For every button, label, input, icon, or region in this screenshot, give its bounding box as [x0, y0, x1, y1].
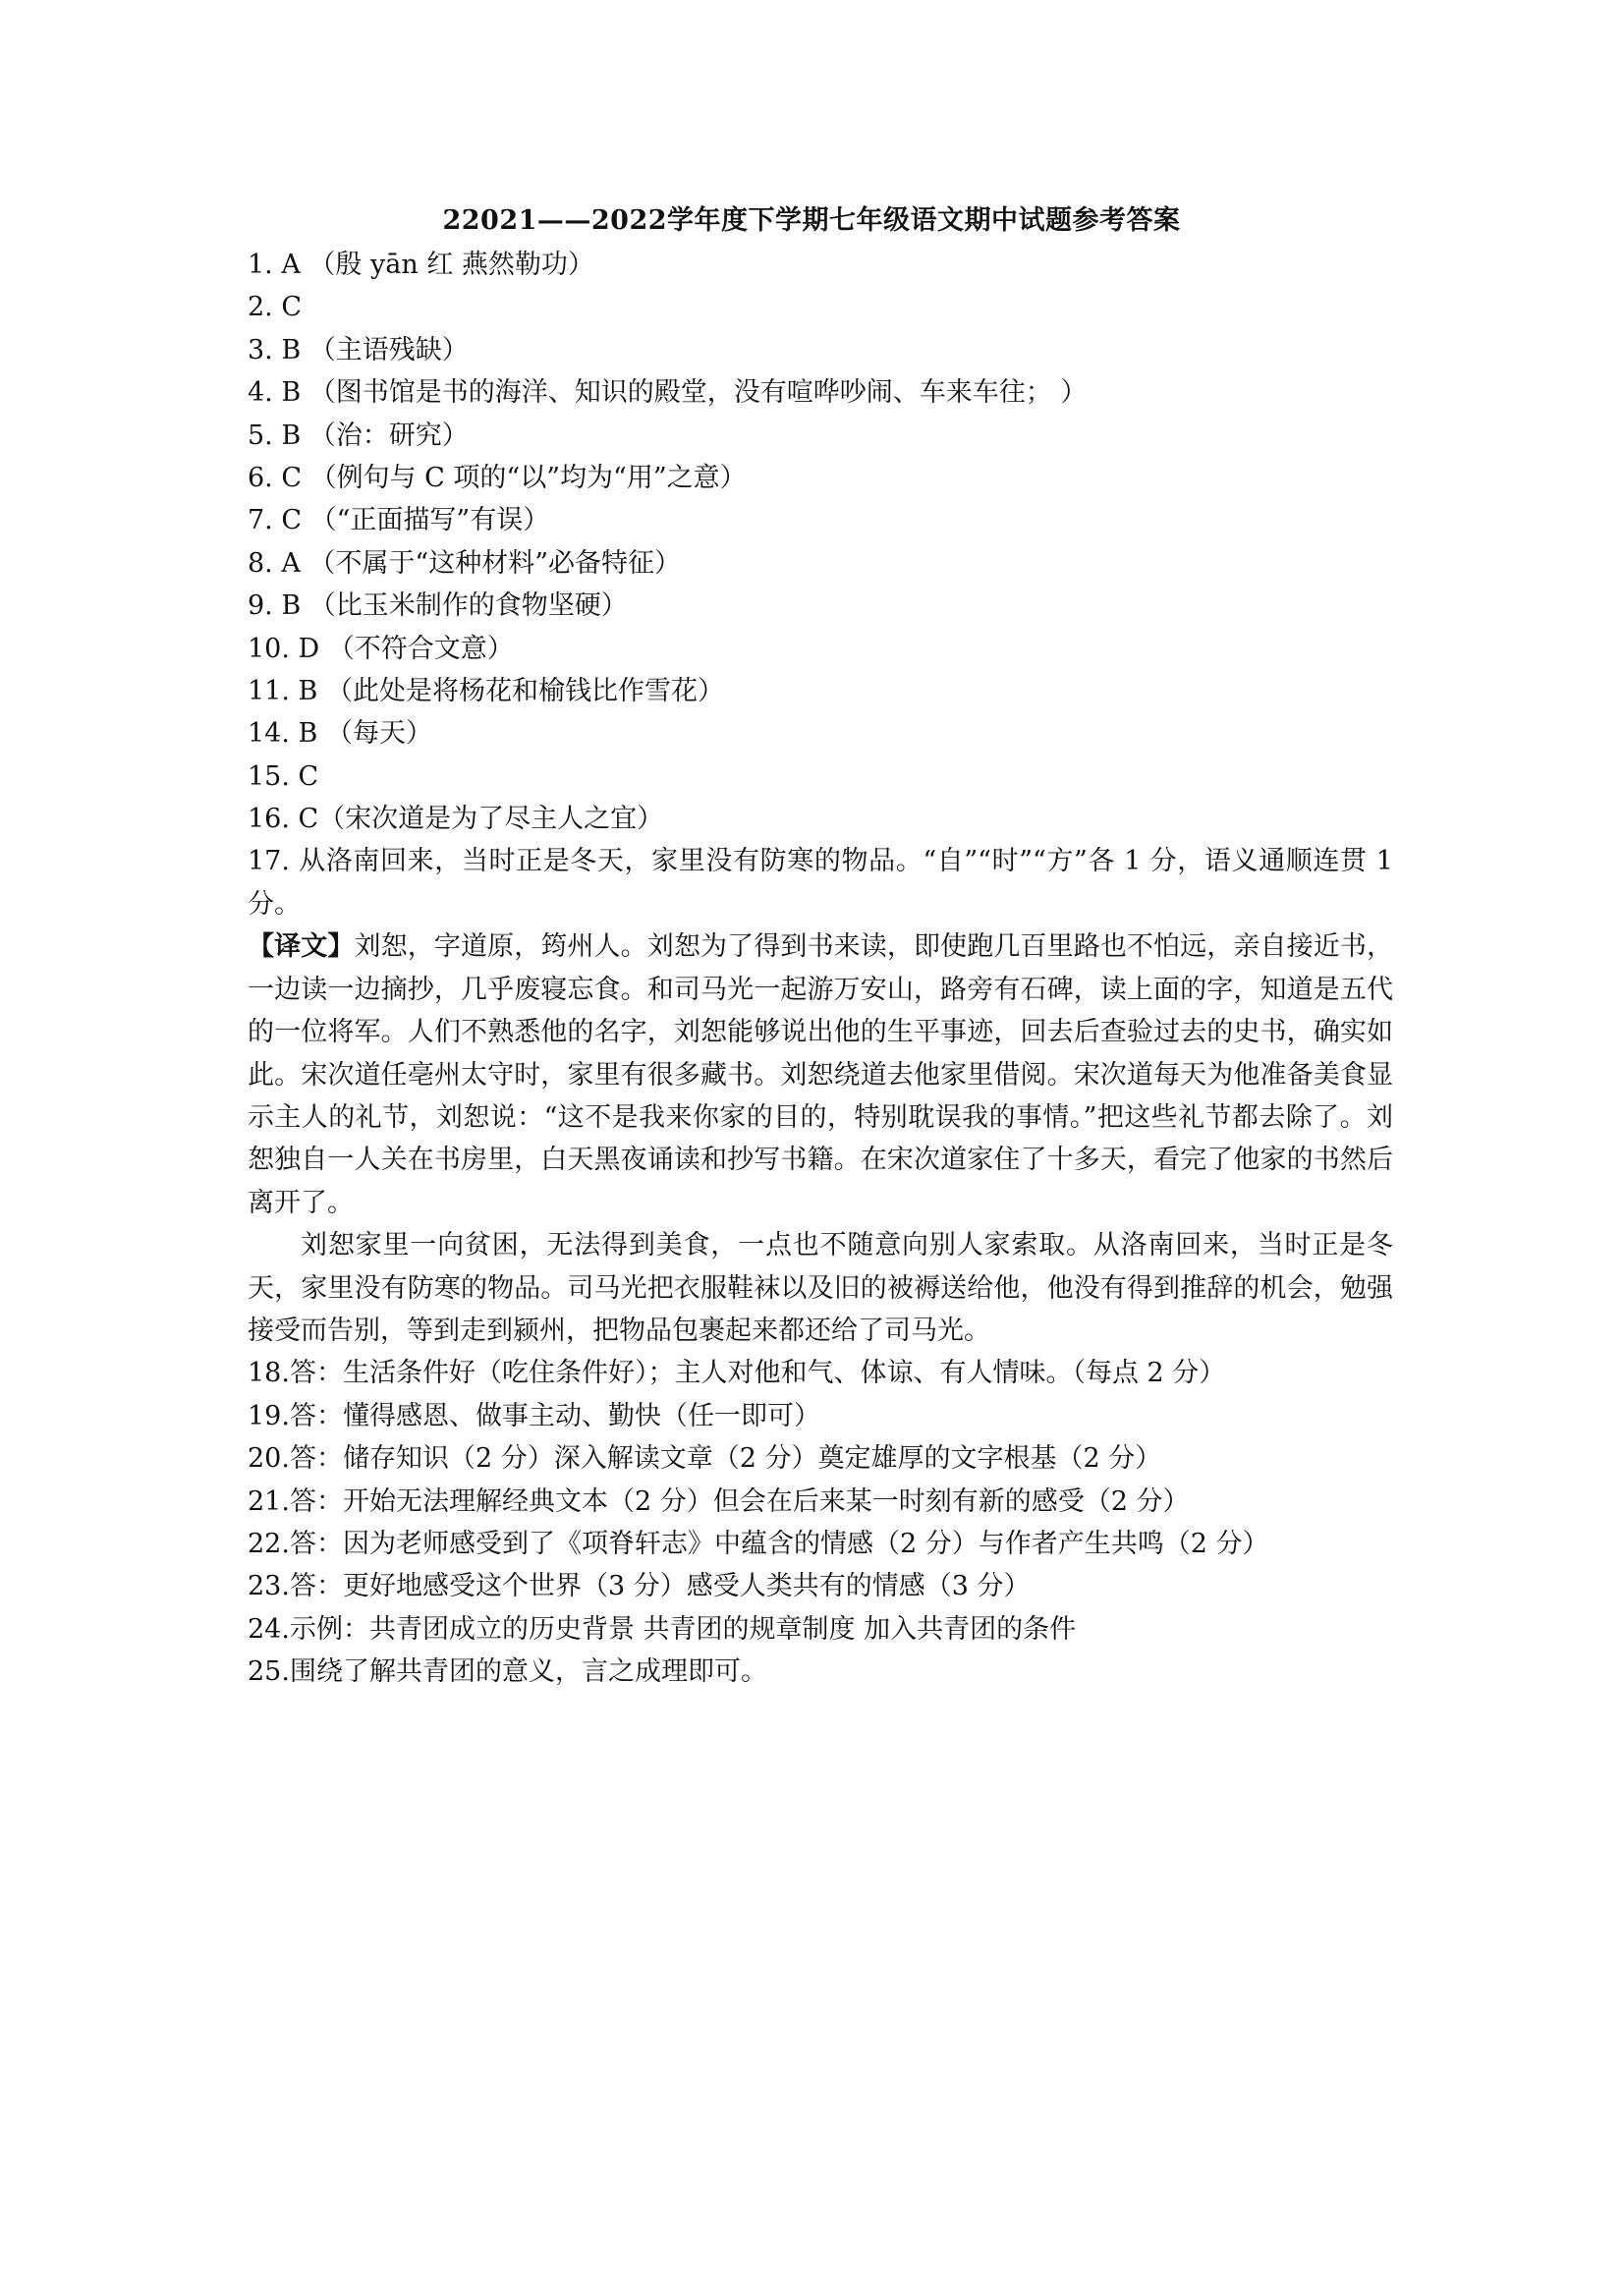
answer-5: 5. B （治：研究） — [248, 420, 469, 451]
answer-7: 7. C （“正面描写”有误） — [248, 505, 550, 536]
answer-23: 23.答：更好地感受这个世界（3 分）感受人类共有的情感（3 分） — [248, 1571, 1031, 1602]
answer-24: 24.示例：共青团成立的历史背景 共青团的规章制度 加入共青团的条件 — [248, 1613, 1077, 1645]
answer-list — [248, 244, 1393, 840]
answer-17: 17. 从洛南回来，当时正是冬天，家里没有防寒的物品。“自”“时”“方”各 1 分，语义通顺连贯 1 分。 — [248, 846, 1393, 920]
answer-18: 18.答：生活条件好（吃住条件好）；主人对他和气、体谅、有人情味。（每点 2 分） — [248, 1358, 1226, 1389]
answer-content — [248, 244, 1393, 1693]
answer-21: 21.答：开始无法理解经典文本（2 分）但会在后来某一时刻有新的感受（2 分） — [248, 1485, 1190, 1517]
answer-14: 14. B （每天） — [248, 718, 432, 750]
translation-paragraph-2: 刘恕家里一向贫困，无法得到美食，一点也不随意向别人家索取。从洛南回来，当时正是冬天，家里没有防寒的物品。司马光把衣服鞋袜以及旧的被褥送给他，他没有得到推辞的机会，勉强接受而告别，等到走到颍州，把物品包裹起来都还给了司马光。 — [248, 1230, 1393, 1346]
answer-19: 19.答：懂得感恩、做事主动、勤快（任一即可） — [248, 1400, 820, 1431]
translation-paragraph-1 — [248, 925, 1393, 1224]
answer-3: 3. B （主语残缺） — [248, 334, 469, 365]
answer-1: 1. A （殷 yān 红 燕然勒功） — [248, 250, 594, 280]
answer-9: 9. B （比玉米制作的食物坚硬） — [248, 590, 628, 622]
answer-10: 10. D （不符合文意） — [248, 633, 514, 664]
answer-25: 25.围绕了解共青团的意义，言之成理即可。 — [248, 1656, 767, 1688]
later-answer-list — [248, 1352, 1393, 1693]
translation-label: 【译文】 — [248, 931, 355, 963]
answer-6: 6. C （例句与 C 项的“以”均为“用”之意） — [248, 462, 747, 493]
answer-2: 2. C — [248, 292, 303, 323]
translation-text-1: 刘恕，字道原，筠州人。刘恕为了得到书来读，即使跑几百里路也不怕远，亲自接近书，一边读一边摘抄，几乎废寝忘食。和司马光一起游万安山，路旁有石碑，读上面的字，知道是五代的一位将军。人们不熟悉他的名字，刘恕能够说出他的生平事迹，回去后查验过去的史书，确实如此。宋次道任亳州太守时，家里有很多藏书。刘恕绕道去他家里借阅。宋次道每天为他准备美食显示主人的礼节，刘恕说：“这不是我来你家的目的，特别耽误我的事情。”把这些礼节都去除了。刘恕独自一人关在书房里，白天黑夜诵读和抄写书籍。在宋次道家住了十多天，看完了他家的书然后离开了。 — [248, 931, 1394, 1218]
answer-16: 16. C（宋次道是为了尽主人之宜） — [248, 804, 664, 835]
answer-8: 8. A （不属于“这种材料”必备特征） — [248, 547, 682, 579]
answer-4: 4. B （图书馆是书的海洋、知识的殿堂，没有喧哗吵闹、车来车往； ） — [248, 377, 1088, 409]
answer-22: 22.答：因为老师感受到了《项脊轩志》中蕴含的情感（2 分）与作者产生共鸣（2 分） — [248, 1528, 1269, 1559]
answer-11: 11. B （此处是将杨花和榆钱比作雪花） — [248, 675, 724, 706]
answer-20: 20.答：储存知识（2 分）深入解读文章（2 分）奠定雄厚的文字根基（2 分） — [248, 1443, 1162, 1475]
page-title: 22021——2022学年度下学期七年级语文期中试题参考答案 — [442, 205, 1181, 236]
answer-15: 15. C — [248, 760, 319, 792]
